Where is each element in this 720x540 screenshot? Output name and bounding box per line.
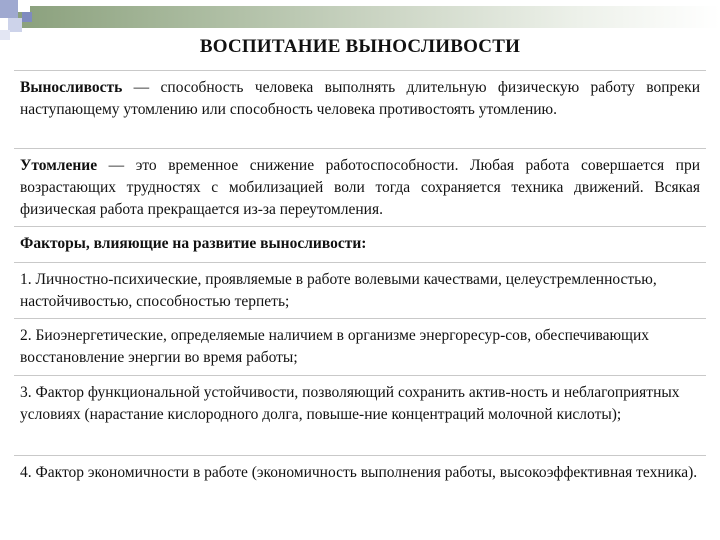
decor-square: [0, 0, 18, 18]
definition-term: Выносливость: [20, 79, 123, 96]
fatigue-paragraph: [20, 155, 700, 221]
decor-square: [8, 18, 22, 32]
definition-text: — способность человека выполнять длительную физическую работу вопреки наступающему утомлению или способность человека противостоять утомлению.: [20, 79, 700, 118]
factor-item: 4. Фактор экономичности в работе (экономичность выполнения работы, высокоэффективная техника).: [20, 464, 698, 481]
decor-square: [22, 12, 32, 22]
slide-title: ВОСПИТАНИЕ ВЫНОСЛИВОСТИ: [199, 36, 521, 57]
divider: [14, 70, 706, 71]
header-gradient-bar: [16, 6, 720, 28]
factor-item: 2. Биоэнергетические, определяемые наличием в организме энергоресур-сов, обеспечивающих восстановление энергии во время работы;: [20, 327, 650, 366]
fatigue-term: Утомление: [20, 157, 98, 174]
factors-heading: Факторы, влияющие на развитие выносливости:: [20, 235, 367, 252]
factor-item: 1. Личностно-психические, проявляемые в работе волевыми качествами, целеустремленностью, настойчивостью, способностью терпеть;: [20, 271, 657, 310]
divider: [14, 262, 706, 263]
divider: [14, 318, 706, 319]
fatigue-text: — это временное снижение работоспособности. Любая работа совершается при возрастающих трудностях с мобилизацией воли тогда сохраняется техника движений. Всякая физическая работа прекращается из-за переутомления.: [20, 157, 700, 218]
divider: [14, 375, 706, 376]
divider: [14, 226, 706, 227]
divider: [14, 455, 706, 456]
factor-item: 3. Фактор функциональной устойчивости, позволяющий сохранить актив-ность и неблагоприятных условиях (нарастание кислородного долга, повыше-ние концентраций молочной кислоты);: [20, 384, 680, 423]
divider: [14, 148, 706, 149]
decor-square: [18, 0, 30, 12]
definition-paragraph: [20, 77, 700, 121]
